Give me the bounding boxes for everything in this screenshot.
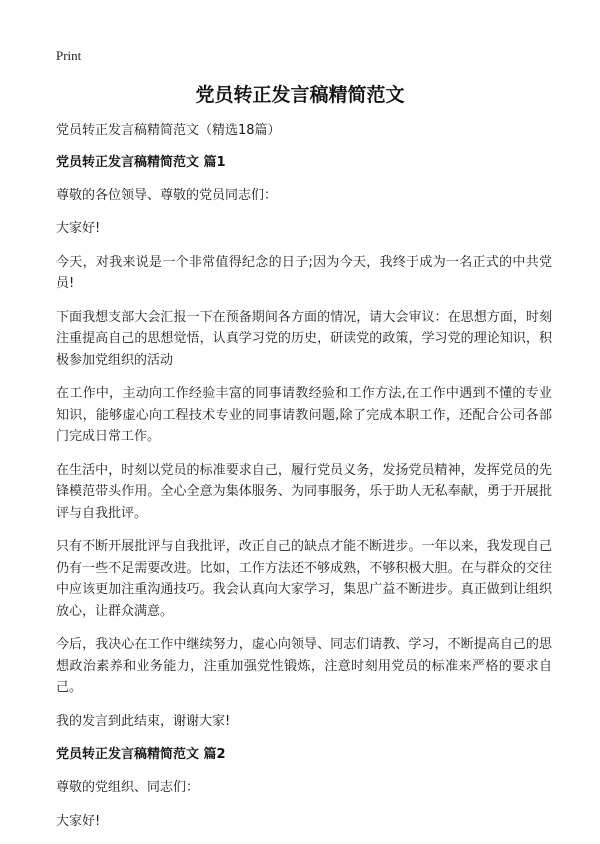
paragraph: 今后，我决心在工作中继续努力，虚心向领导、同志们请教、学习，不断提高自己的思想政治素养和业务能力，注重加强党性锻炼，注意时刻用党员的标准来严格的要求自己。 [56, 637, 552, 695]
document-title: 党员转正发言稿精简范文 [195, 84, 405, 106]
section-heading: 党员转正发言稿精简范文 篇2 [56, 747, 226, 762]
section-2 [56, 744, 552, 832]
print-link[interactable]: Print [56, 48, 82, 63]
document-body [56, 120, 552, 844]
paragraph: 只有不断开展批评与自我批评，改正自己的缺点才能不断进步。一年以来，我发现自己仍有一些不足需要改进。比如，工作方法还不够成熟，不够积极大胆。在与群众的交往中应该更加注重沟通技巧。我会认真向大家学习，集思广益不断进步。真正做到让组织放心，让群众满意。 [56, 539, 552, 619]
section-heading: 党员转正发言稿精简范文 篇1 [56, 154, 226, 170]
paragraph: 今天，对我来说是一个非常值得纪念的日子;因为今天，我终于成为一名正式的中共党员! [56, 254, 552, 291]
paragraph-closing: 我的发言到此结束，谢谢大家! [56, 713, 231, 729]
document-subtitle: 党员转正发言稿精简范文（精选18篇） [56, 123, 281, 138]
paragraph: 在工作中，主动向工作经验丰富的同事请教经验和工作方法,在工作中遇到不懂的专业知识，能够虚心向工程技术专业的同事请教问题,除了完成本职工作，还配合公司各部门完成日常工作。 [56, 386, 552, 444]
section-1 [56, 152, 552, 733]
paragraph: 在生活中，时刻以党员的标准要求自己，履行党员义务，发扬党员精神，发挥党员的先锋模范带头作用。全心全意为集体服务、为同事服务，乐于助人无私奉献，勇于开展批评与自我批评。 [56, 462, 552, 521]
paragraph-salutation: 尊敬的各位领导、尊敬的党员同志们： [56, 187, 278, 203]
paragraph: 下面我想支部大会汇报一下在预备期间各方面的情况，请大会审议：在思想方面，时刻注重提高自己的思想觉悟，认真学习党的历史，研读党的政策，学习党的理论知识，积极参加党组织的活动 [56, 309, 552, 368]
paragraph-greeting: 大家好! [56, 813, 101, 829]
paragraph-salutation: 尊敬的党组织、同志们： [56, 780, 200, 795]
paragraph-greeting: 大家好! [56, 221, 101, 236]
